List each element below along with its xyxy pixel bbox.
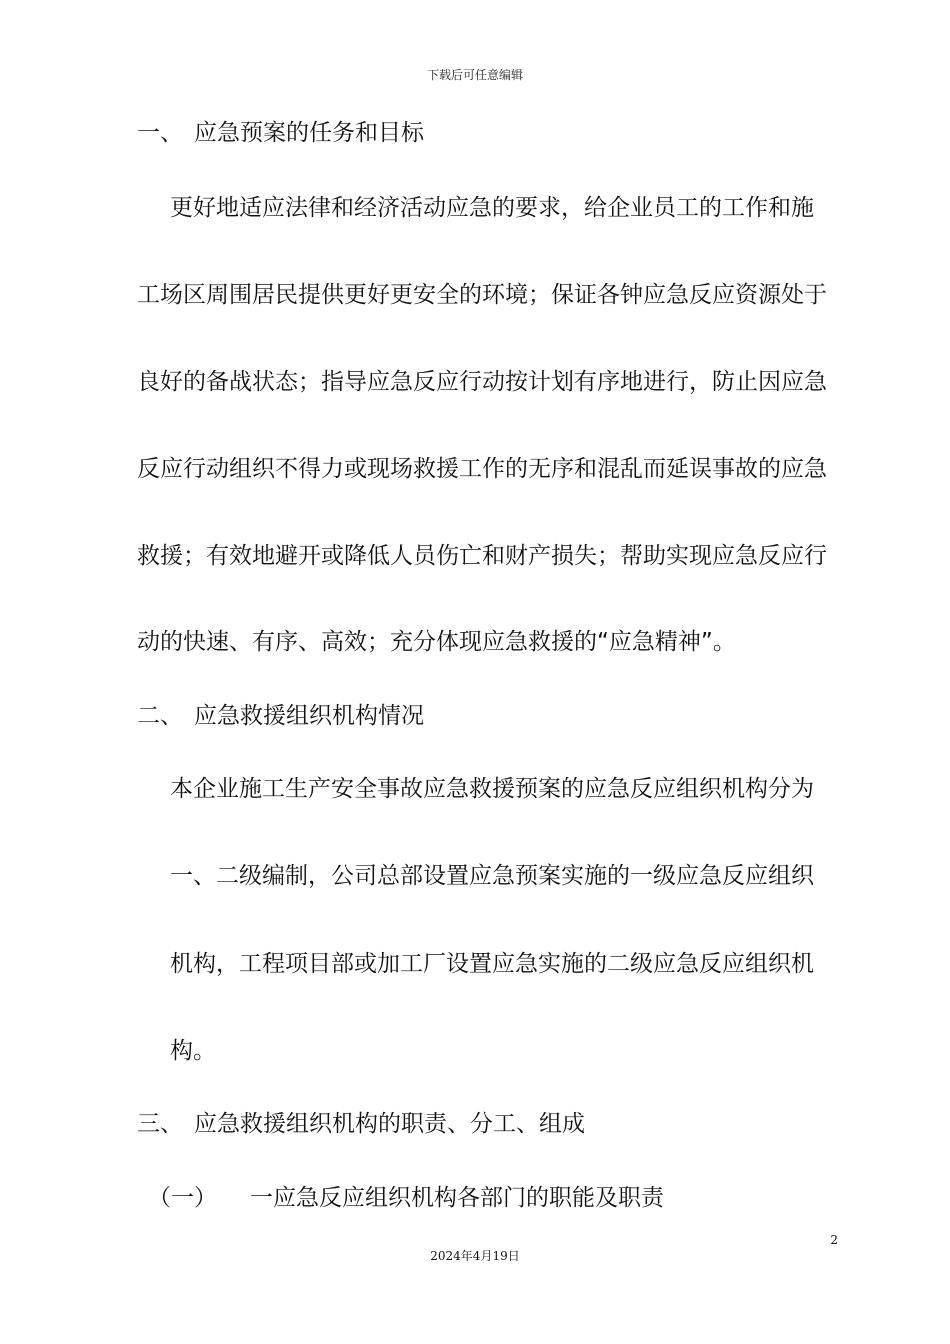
section-1-paragraph-line: 良好的备战状态；指导应急反应行动按计划有序地进行，防止因应急 [137, 369, 827, 395]
section-2-paragraph-line: 本企业施工生产安全事故应急救援预案的应急反应组织机构分为 [170, 776, 814, 802]
section-3-sub-title: 一应急反应组织机构各部门的职能及职责 [250, 1185, 664, 1211]
section-1-paragraph-line: 反应行动组织不得力或现场救援工作的无序和混乱而延误事故的应急 [137, 456, 827, 482]
section-2-title: 应急救援组织机构情况 [194, 703, 424, 729]
section-2-paragraph-line: 一、二级编制，公司总部设置应急预案实施的一级应急反应组织 [170, 863, 814, 889]
section-1-heading [137, 118, 424, 148]
section-1-title: 应急预案的任务和目标 [194, 120, 424, 146]
section-1-paragraph-line: 工场区周围居民提供更好更安全的环境；保证各钟应急反应资源处于 [137, 282, 827, 308]
section-3-title: 应急救援组织机构的职责、分工、组成 [194, 1111, 585, 1137]
section-3-heading [137, 1109, 585, 1139]
page-number: 2 [830, 1233, 838, 1247]
section-3-subheading [148, 1183, 664, 1213]
section-2-number: 二、 [137, 703, 183, 729]
section-3-number: 三、 [137, 1111, 183, 1137]
section-1-paragraph-line: 动的快速、有序、高效；充分体现应急救援的“应急精神”。 [137, 629, 736, 655]
section-3-sub-number: （一） [148, 1185, 217, 1211]
section-1-number: 一、 [137, 120, 183, 146]
footer-date: 2024年4月19日 [430, 1249, 520, 1263]
section-2-paragraph-line: 构。 [170, 1038, 216, 1064]
section-1-paragraph-line: 救援；有效地避开或降低人员伤亡和财产损失；帮助实现应急反应行 [137, 543, 827, 569]
section-2-paragraph-line: 机构，工程项目部或加工厂设置应急实施的二级应急反应组织机 [170, 951, 814, 977]
header-note: 下载后可任意编辑 [426, 68, 523, 82]
section-1-paragraph-line: 更好地适应法律和经济活动应急的要求，给企业员工的工作和施 [170, 195, 814, 221]
section-2-heading [137, 701, 424, 731]
